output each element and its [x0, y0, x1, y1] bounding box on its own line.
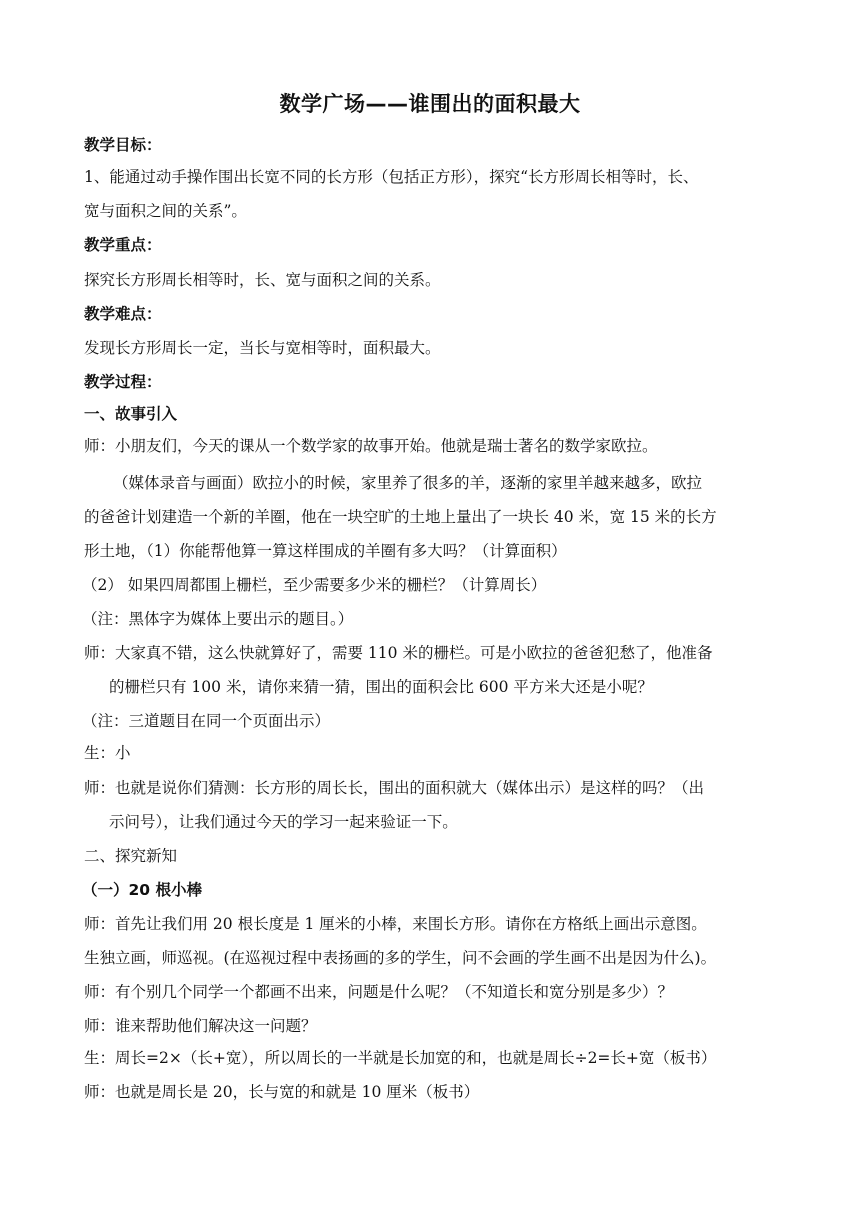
heading-section-two: 二、探究新知: [84, 847, 178, 865]
paragraph-line: 的爸爸计划建造一个新的羊圈，他在一块空旷的土地上量出了一块长 40 米，宽 15 米的长方: [84, 508, 717, 526]
paragraph-line: 师：也就是周长是 20，长与宽的和就是 10 厘米（板书）: [84, 1083, 480, 1101]
heading-teaching-goals: 教学目标：: [84, 136, 162, 154]
heading-teaching-process: 教学过程：: [84, 373, 162, 391]
document-title: 数学广场——谁围出的面积最大: [279, 92, 581, 116]
paragraph-line: 师：也就是说你们猜测：长方形的周长长，围出的面积就大（媒体出示）是这样的吗？（出: [84, 779, 705, 797]
paragraph-line: 发现长方形周长一定，当长与宽相等时，面积最大。: [84, 339, 441, 357]
paragraph-line: 生：小: [84, 744, 131, 762]
paragraph-line: 探究长方形周长相等时，长、宽与面积之间的关系。: [84, 271, 441, 289]
paragraph-line: 师：有个别几个同学一个都画不出来，问题是什么呢？（不知道长和宽分别是多少）？: [84, 983, 674, 1001]
paragraph-line: 生独立画，师巡视。(在巡视过程中表扬画的多的学生，问不会画的学生画不出是因为什么)。: [84, 949, 717, 967]
paragraph-line: 师：首先让我们用 20 根长度是 1 厘米的小棒，来围长方形。请你在方格纸上画出示意图。: [84, 915, 707, 933]
note-line: （注：三道题目在同一个页面出示）: [82, 712, 331, 730]
paragraph-line: 师：谁来帮助他们解决这一问题？: [84, 1017, 317, 1035]
note-line: （注：黑体字为媒体上要出示的题目。）: [82, 610, 354, 628]
heading-key-points: 教学重点：: [84, 236, 162, 254]
paragraph-line: 生：周长=2×（长+宽），所以周长的一半就是长加宽的和，也就是周长÷2=长+宽（板书）: [84, 1049, 717, 1067]
heading-section-one: 一、故事引入: [84, 405, 178, 423]
paragraph-line: （2） 如果四周都围上栅栏，至少需要多少米的栅栏？（计算周长）: [82, 576, 547, 594]
paragraph-line: 1、能通过动手操作围出长宽不同的长方形（包括正方形），探究“长方形周长相等时，长、: [84, 168, 699, 186]
paragraph-line: 师：大家真不错，这么快就算好了，需要 110 米的栅栏。可是小欧拉的爸爸犯愁了，他准备: [84, 644, 713, 662]
paragraph-line: （媒体录音与画面）欧拉小的时候，家里养了很多的羊，逐渐的家里羊越来越多，欧拉: [113, 474, 703, 492]
paragraph-line: 示问号），让我们通过今天的学习一起来验证一下。: [109, 813, 458, 831]
paragraph-line: 形土地，（1）你能帮他算一算这样围成的羊圈有多大吗？（计算面积）: [84, 542, 567, 560]
paragraph-line: 宽与面积之间的关系”。: [84, 202, 247, 220]
heading-difficulties: 教学难点：: [84, 305, 162, 323]
paragraph-line: 的栅栏只有 100 米，请你来猜一猜，围出的面积会比 600 平方米大还是小呢？: [109, 678, 653, 696]
paragraph-line: 师：小朋友们，今天的课从一个数学家的故事开始。他就是瑞士著名的数学家欧拉。: [84, 437, 658, 455]
subheading-twenty-sticks: （一）20 根小棒: [82, 881, 202, 899]
